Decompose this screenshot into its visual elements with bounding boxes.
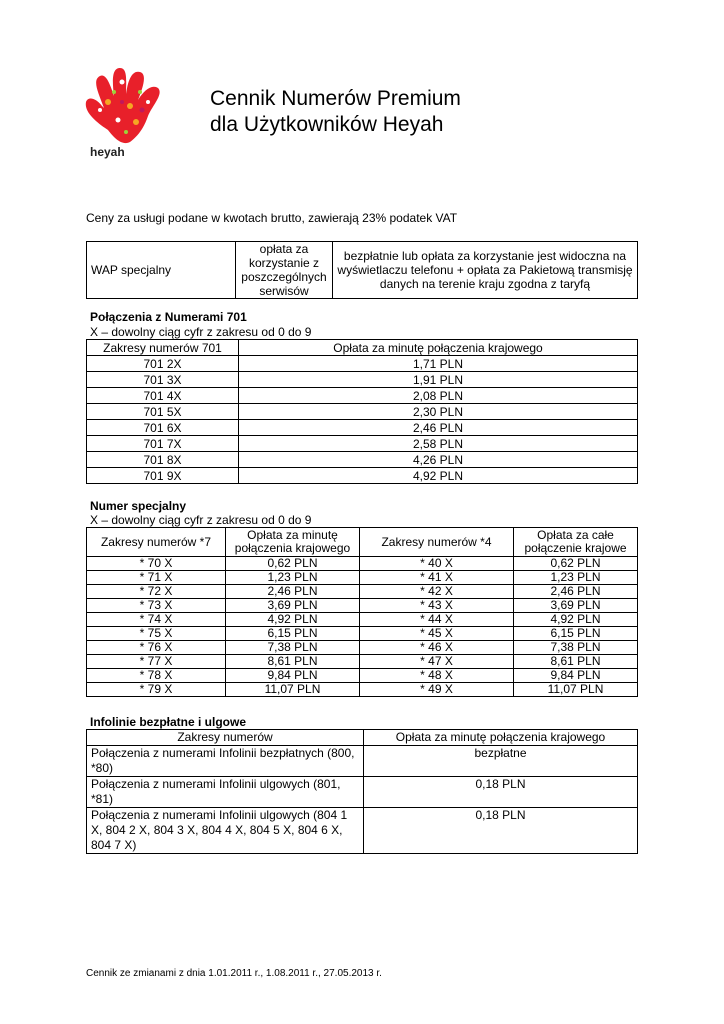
col-header: Zakresy numerów xyxy=(87,730,364,746)
vat-note: Ceny za usługi podane w kwotach brutto, zawierają 23% podatek VAT xyxy=(86,211,458,225)
number-range: 701 2X xyxy=(87,356,239,372)
number-range: * 77 X xyxy=(87,655,226,669)
price: 6,15 PLN xyxy=(226,627,360,641)
number-range: * 72 X xyxy=(87,585,226,599)
section-701-subtitle: X – dowolny ciąg cyfr z zakresu od 0 do 9 xyxy=(90,325,312,339)
table-row xyxy=(87,641,638,655)
table-row xyxy=(87,683,638,697)
number-range: * 46 X xyxy=(360,641,514,655)
table-header xyxy=(87,340,638,356)
number-range: * 49 X xyxy=(360,683,514,697)
col-header: Opłata za minutę połączenia krajowego xyxy=(226,528,360,557)
table-infolinie xyxy=(86,729,638,854)
price: 1,71 PLN xyxy=(239,356,638,372)
price: 2,46 PLN xyxy=(226,585,360,599)
table-row xyxy=(87,468,638,484)
heyah-logo xyxy=(78,62,188,162)
col-header: Zakresy numerów *4 xyxy=(360,528,514,557)
price: 1,23 PLN xyxy=(226,571,360,585)
price: 2,58 PLN xyxy=(239,436,638,452)
table-row xyxy=(87,372,638,388)
number-range: * 43 X xyxy=(360,599,514,613)
wap-description: bezpłatnie lub opłata za korzystanie jest widoczna na wyświetlaczu telefonu + opłata za Pakietową transmisję danych na terenie kraju zgodna z taryfą xyxy=(333,242,638,299)
price: 0,62 PLN xyxy=(514,557,638,571)
table-row xyxy=(87,669,638,683)
price: 2,46 PLN xyxy=(514,585,638,599)
table-row xyxy=(87,242,638,299)
price: 2,30 PLN xyxy=(239,404,638,420)
number-range: 701 6X xyxy=(87,420,239,436)
table-row xyxy=(87,613,638,627)
price: 0,18 PLN xyxy=(364,777,638,808)
table-header xyxy=(87,528,638,557)
table-row xyxy=(87,436,638,452)
col-header: Opłata za minutę połączenia krajowego xyxy=(364,730,638,746)
number-range: * 74 X xyxy=(87,613,226,627)
infolinie-heading: Infolinie bezpłatne i ulgowe xyxy=(90,715,247,729)
table-701 xyxy=(86,339,638,484)
table-row xyxy=(87,599,638,613)
table-row xyxy=(87,571,638,585)
wap-table xyxy=(86,241,638,299)
price: 9,84 PLN xyxy=(226,669,360,683)
table-row xyxy=(87,557,638,571)
title-line-1: Cennik Numerów Premium xyxy=(210,87,461,110)
number-range: Połączenia z numerami Infolinii ulgowych (804 1 X, 804 2 X, 804 3 X, 804 4 X, 804 5 X, 804 6 X, 804 7 X) xyxy=(87,808,364,854)
price: 0,18 PLN xyxy=(364,808,638,854)
title-line-2: dla Użytkowników Heyah xyxy=(210,113,444,136)
price: 4,92 PLN xyxy=(239,468,638,484)
table-row xyxy=(87,388,638,404)
price: 11,07 PLN xyxy=(226,683,360,697)
number-range: * 73 X xyxy=(87,599,226,613)
price: 3,69 PLN xyxy=(226,599,360,613)
col-header: Opłata za minutę połączenia krajowego xyxy=(239,340,638,356)
number-range: * 79 X xyxy=(87,683,226,697)
table-row xyxy=(87,777,638,808)
table-row xyxy=(87,585,638,599)
price: bezpłatne xyxy=(364,746,638,777)
number-range: Połączenia z numerami Infolinii bezpłatnych (800, *80) xyxy=(87,746,364,777)
number-range: * 76 X xyxy=(87,641,226,655)
table-header xyxy=(87,730,638,746)
number-range: * 75 X xyxy=(87,627,226,641)
number-range: 701 9X xyxy=(87,468,239,484)
special-subtitle: X – dowolny ciąg cyfr z zakresu od 0 do 9 xyxy=(90,513,312,527)
price: 1,91 PLN xyxy=(239,372,638,388)
number-range: * 45 X xyxy=(360,627,514,641)
footer-note: Cennik ze zmianami z dnia 1.01.2011 r., 1.08.2011 r., 27.05.2013 r. xyxy=(86,968,382,979)
price: 0,62 PLN xyxy=(226,557,360,571)
special-heading: Numer specjalny xyxy=(90,499,187,513)
price: 4,26 PLN xyxy=(239,452,638,468)
price: 4,92 PLN xyxy=(226,613,360,627)
number-range: 701 3X xyxy=(87,372,239,388)
page-title xyxy=(210,86,461,138)
number-range: 701 4X xyxy=(87,388,239,404)
table-special xyxy=(86,527,638,697)
price: 8,61 PLN xyxy=(514,655,638,669)
price: 6,15 PLN xyxy=(514,627,638,641)
section-701-heading: Połączenia z Numerami 701 xyxy=(90,310,247,324)
number-range: 701 8X xyxy=(87,452,239,468)
price: 3,69 PLN xyxy=(514,599,638,613)
price: 11,07 PLN xyxy=(514,683,638,697)
table-row xyxy=(87,808,638,854)
table-row xyxy=(87,627,638,641)
number-range: * 78 X xyxy=(87,669,226,683)
number-range: * 71 X xyxy=(87,571,226,585)
number-range: * 44 X xyxy=(360,613,514,627)
price: 2,08 PLN xyxy=(239,388,638,404)
price: 7,38 PLN xyxy=(514,641,638,655)
table-row xyxy=(87,420,638,436)
table-row xyxy=(87,452,638,468)
price: 2,46 PLN xyxy=(239,420,638,436)
col-header: Zakresy numerów 701 xyxy=(87,340,239,356)
price: 8,61 PLN xyxy=(226,655,360,669)
hand-icon xyxy=(86,68,160,143)
price: 1,23 PLN xyxy=(514,571,638,585)
table-row xyxy=(87,746,638,777)
number-range: * 42 X xyxy=(360,585,514,599)
col-header: Opłata za całe połączenie krajowe xyxy=(514,528,638,557)
number-range: 701 7X xyxy=(87,436,239,452)
price: 9,84 PLN xyxy=(514,669,638,683)
price: 4,92 PLN xyxy=(514,613,638,627)
number-range: * 41 X xyxy=(360,571,514,585)
table-row xyxy=(87,655,638,669)
logo-text: heyah xyxy=(90,145,125,159)
wap-name: WAP specjalny xyxy=(87,242,236,299)
price: 7,38 PLN xyxy=(226,641,360,655)
table-row xyxy=(87,404,638,420)
table-row xyxy=(87,356,638,372)
number-range: * 40 X xyxy=(360,557,514,571)
wap-fee-label: opłata za korzystanie z poszczególnych serwisów xyxy=(236,242,333,299)
number-range: * 48 X xyxy=(360,669,514,683)
number-range: 701 5X xyxy=(87,404,239,420)
number-range: Połączenia z numerami Infolinii ulgowych (801, *81) xyxy=(87,777,364,808)
number-range: * 47 X xyxy=(360,655,514,669)
number-range: * 70 X xyxy=(87,557,226,571)
col-header: Zakresy numerów *7 xyxy=(87,528,226,557)
